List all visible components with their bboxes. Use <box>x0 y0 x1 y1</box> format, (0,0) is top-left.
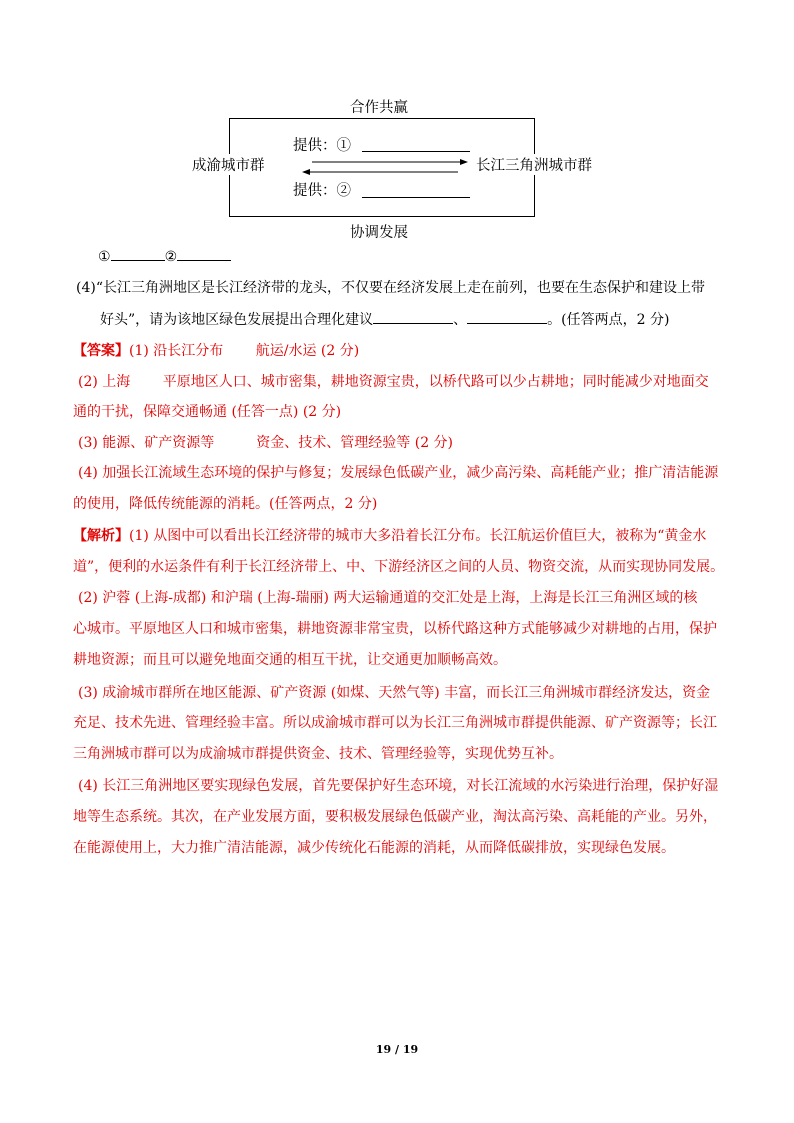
answer-4-line-2: 的使用，降低传统能源的消耗。(任答两点，2 分) <box>73 496 378 512</box>
analysis-4-line-3: 在能源使用上，大力推广清洁能源，减少传统化石能源的消耗，从而降低碳排放，实现绿色发展。 <box>73 840 675 856</box>
blank-separator: 、 <box>453 312 468 328</box>
analysis-tag: 【解析】 <box>73 528 129 544</box>
blank-1 <box>111 246 165 261</box>
answer-4-line-1: (4) 加强长江流域生态环境的保护与修复；发展绿色低碳产业，减少高污染、高耗能产业；推广清洁能源 <box>78 465 719 481</box>
answer-tag: 【答案】 <box>73 343 129 359</box>
analysis-4-line-2: 地等生态系统。其次，在产业发展方面，要积极发展绿色低碳产业，淘汰高污染、高耗能的产业。另外， <box>73 809 717 825</box>
analysis-3-line-2: 充足、技术先进、管理经验丰富。所以成渝城市群可以为长江三角洲城市群提供能源、矿产资源等；长江 <box>73 715 717 731</box>
analysis-2-line-2: 心城市。平原地区人口和城市密集，耕地资源非常宝贵，以桥代路这种方式能够减少对耕地的占用，保护 <box>73 621 717 637</box>
provide-blank-1 <box>362 151 470 152</box>
analysis-line-1 <box>73 526 733 546</box>
question-4-prompt: 好头”，请为该地区绿色发展提出合理化建议 <box>100 312 374 328</box>
provide-label-2: 提供：② <box>293 183 351 199</box>
suggestion-blank-2 <box>467 309 547 324</box>
arrow-right-icon <box>460 159 468 165</box>
diagram-left-label: 成渝城市群 <box>190 154 267 175</box>
blank-mark-2: ② <box>164 249 178 265</box>
analysis-1-text: (1) 从图中可以看出长江经济带的城市大多沿着长江分布。长江航运价值巨大，被称为“黄金水 <box>129 528 707 544</box>
arrow-left-icon <box>302 169 310 175</box>
page-number: 19 / 19 <box>375 1043 419 1056</box>
analysis-1-line-2: 道”，便利的水运条件有利于长江经济带上、中、下游经济区之间的人员、物资交流，从而实现协同发展。 <box>73 559 725 575</box>
analysis-2-line-3: 耕地资源；而且可以避免地面交通的相互干扰，让交通更加顺畅高效。 <box>73 652 507 668</box>
provide-label-1: 提供：① <box>293 138 351 154</box>
suggestion-blank-1 <box>373 309 453 324</box>
analysis-4-line-1: (4) 长江三角洲地区要实现绿色发展，首先要保护好生态环境，对长江流域的水污染进行治理，保护好湿 <box>78 778 719 794</box>
diagram-top-label: 合作共赢 <box>350 100 408 116</box>
answer-1: (1) 沿长江分布 航运/水运 (2 分) <box>129 343 360 359</box>
question-4-line-1: (4)“长江三角洲地区是长江经济带的龙头，不仅要在经济发展上走在前列，也要在生态保护和建设上带 <box>76 280 705 296</box>
diagram-right-label: 长江三角洲城市群 <box>474 154 594 175</box>
answer-blanks-line <box>98 246 758 267</box>
flow-arrows <box>300 158 470 178</box>
analysis-3-line-1: (3) 成渝城市群所在地区能源、矿产资源 (如煤、天然气等) 丰富，而长江三角洲城市群经济发达，资金 <box>78 685 711 701</box>
answer-line-1 <box>73 341 733 361</box>
answer-3: (3) 能源、矿产资源等 资金、技术、管理经验等 (2 分) <box>78 435 454 451</box>
analysis-3-line-3: 三角洲城市群可以为成渝城市群提供资金、技术、管理经验等，实现优势互补。 <box>73 746 563 762</box>
diagram-bottom-label: 协调发展 <box>350 225 408 241</box>
question-4-score: 。(任答两点，2 分) <box>547 312 670 328</box>
cooperation-diagram <box>0 0 794 250</box>
provide-blank-2 <box>362 197 470 198</box>
answer-2-line-1: (2) 上海 平原地区人口、城市密集，耕地资源宝贵，以桥代路可以少占耕地；同时能减少对地面交 <box>78 374 709 390</box>
answer-2-line-2: 通的干扰，保障交通畅通 (任答一点) (2 分) <box>73 404 342 420</box>
blank-mark-1: ① <box>98 249 111 265</box>
question-4-line-2 <box>100 309 760 330</box>
analysis-2-line-1: (2) 沪蓉 (上海-成都) 和沪瑞 (上海-瑞丽) 两大运输通道的交汇处是上海，上海是长江三角洲区域的核 <box>78 590 698 606</box>
blank-2 <box>177 246 231 261</box>
